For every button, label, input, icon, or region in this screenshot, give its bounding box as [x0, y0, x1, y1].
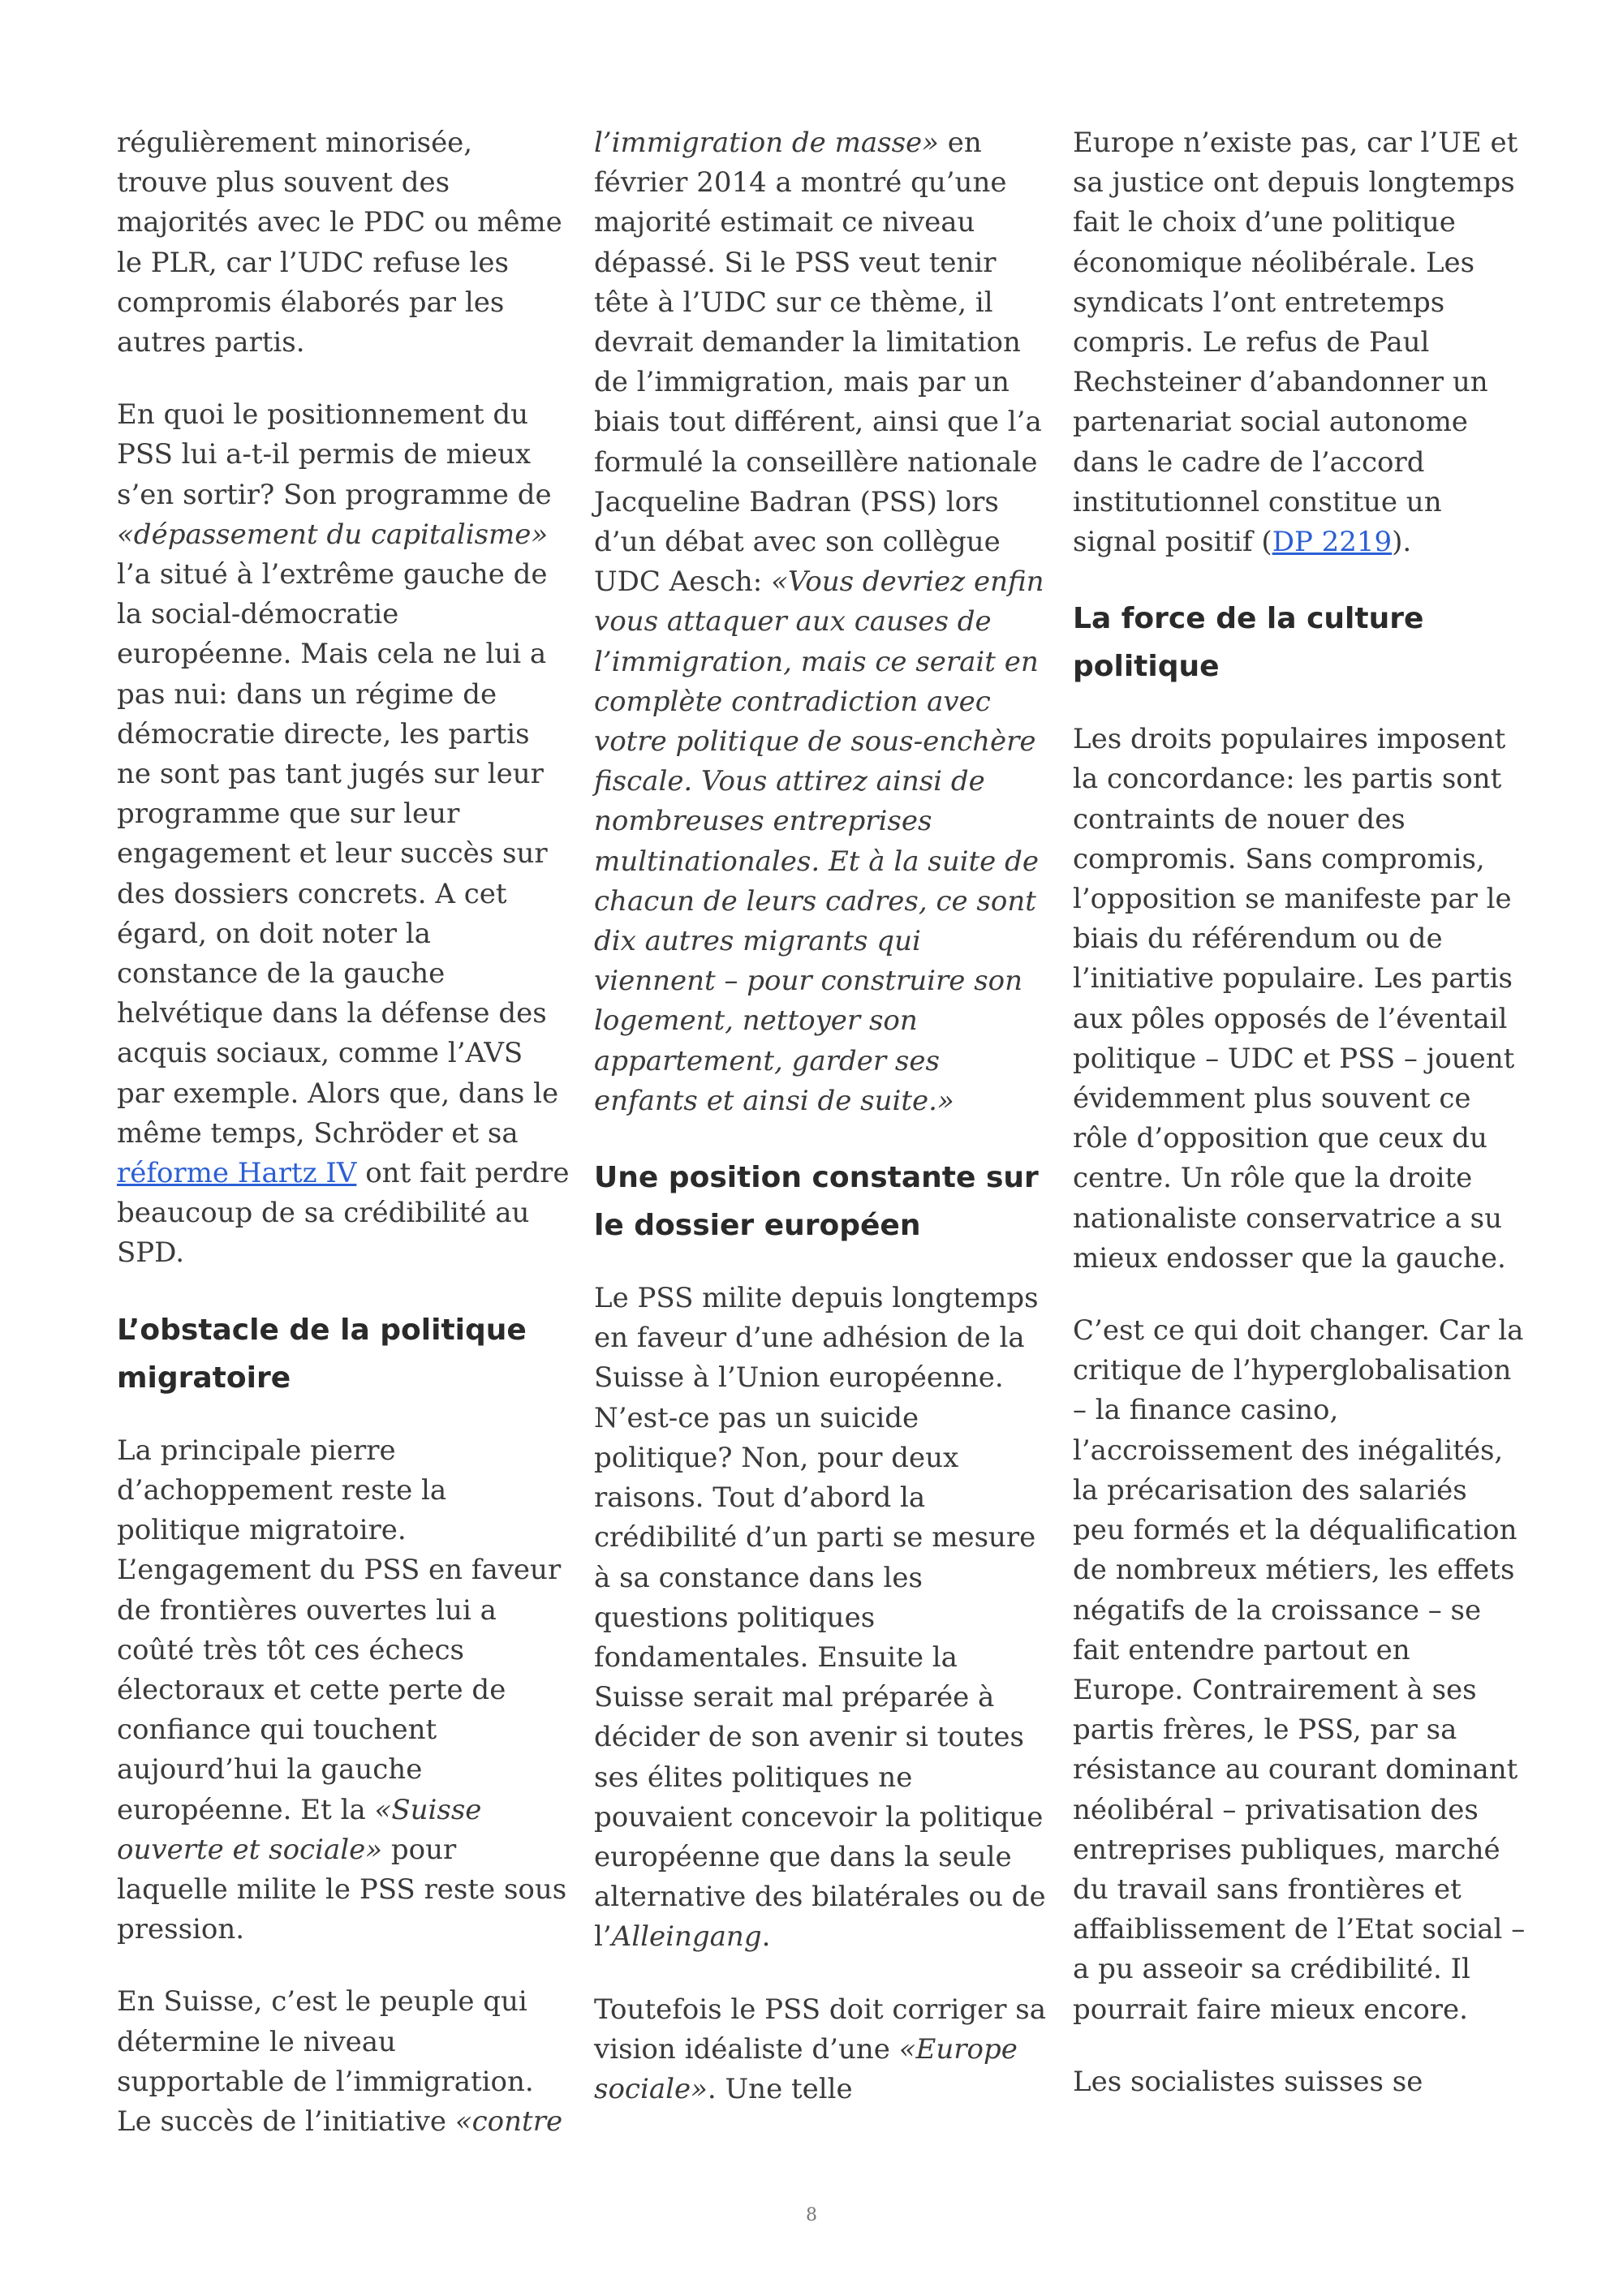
paragraph: La principale pierre d’achoppement reste la politique migratoire. L’engagement du PSS en faveur de frontières ouvertes lui a coûté très tôt ces échecs électoraux et cette perte de confiance qui touchent aujourd’hui la gauche européenne. Et la «Suisse ouverte et sociale» pour laquelle milite le PSS reste sous pression. — [117, 1434, 567, 1946]
paragraph: Les droits populaires imposent la concordance: les partis sont contraints de nouer des compromis. Sans compromis, l’opposition se manifeste par le biais du référendum ou de l’initiative populaire. Les partis aux pôles opposés de l’éventail politique – UDC et PSS – jouent évidemment plus souvent ce rôle d’opposition que ceux du centre. Un rôle que la droite nationaliste conservatrice a su mieux endosser que la gauche. — [1073, 723, 1515, 1275]
section-heading: La force de la culture politique — [1073, 602, 1424, 684]
quote: «Europe sociale» — [594, 2032, 1018, 2105]
paragraph: Le PSS milite depuis longtemps en faveur d’une adhésion de la Suisse à l’Union européenne. N’est-ce pas un suicide politique? Non, pour deux raisons. Tout d’abord la crédibilité d’un parti se mesure à sa constance dans les questions politiques fondamentales. Ensuite la Suisse serait mal préparée à décider de son avenir si toutes ses élites politiques ne pouvaient concevoir la politique européenne que dans la seule alternative des bilatérales ou de l’Alleingang. — [594, 1282, 1046, 1954]
link-dp-2219[interactable]: DP 2219 — [1272, 526, 1393, 559]
quote: «Vous devriez enfin vous attaquer aux causes de l’immigration, mais ce serait en complète contradiction avec votre politique de sous-enchère fiscale. Vous attirez ainsi de nombreuses entreprises multinationales. Et à la suite de chacun de leurs cadres, ce sont dix autres migrants qui viennent – pour construire son logement, nettoyer son appartement, garder ses enfants et ainsi de suite.» — [594, 565, 1044, 1117]
quote: «contre — [454, 2105, 563, 2138]
paragraph: l’immigration de masse» en février 2014 a montré qu’une majorité estimait ce niveau dépassé. Si le PSS veut tenir tête à l’UDC sur ce thème, il devrait demander la limitation de l’immigration, mais par un biais tout différent, ainsi que l’a formulé la conseillère nationale Jacqueline Badran (PSS) lors d’un débat avec son collègue UDC Aesch: «Vous devriez enfin vous attaquer aux causes de l’immigration, mais ce serait en complète contradiction avec votre politique de sous-enchère fiscale. Vous attirez ainsi de nombreuses entreprises multinationales. Et à la suite de chacun de leurs cadres, ce sont dix autres migrants qui viennent – pour construire son logement, nettoyer son appartement, garder ses enfants et ainsi de suite.» — [594, 127, 1044, 1117]
quote: l’immigration de masse» — [594, 127, 939, 159]
paragraph: régulièrement minorisée, trouve plus souvent des majorités avec le PDC ou même le PLR, car l’UDC refuse les compromis élaborés par les autres partis. — [117, 127, 562, 359]
quote: «Suisse ouverte et sociale» — [117, 1793, 482, 1866]
paragraph: Les socialistes suisses se — [1073, 2065, 1423, 2098]
paragraph: C’est ce qui doit changer. Car la critique de l’hyperglobalisation – la finance casino, l’accroissement des inégalités, la précarisation des salariés peu formés et la déqualification de nombreux métiers, les effets négatifs de la croissance – se fait entendre partout en Europe. Contrairement à ses partis frères, le PSS, par sa résistance au courant dominant néolibéral – privatisation des entreprises publiques, marché du travail sans frontières et affaiblissement de l’Etat social – a pu asseoir sa crédibilité. Il pourrait faire mieux encore. — [1073, 1314, 1526, 2026]
paragraph: En Suisse, c’est le peuple qui détermine le niveau supportable de l’immigration. Le succès de l’initiative «contre — [117, 1985, 563, 2138]
paragraph: Toutefois le PSS doit corriger sa vision idéaliste d’une «Europe sociale». Une telle — [594, 1993, 1046, 2105]
section-heading: Une position constante sur le dossier européen — [594, 1161, 1039, 1243]
quote: «dépassement du capitalisme» — [117, 518, 549, 551]
page-number: 8 — [806, 2205, 817, 2225]
paragraph: Europe n’existe pas, car l’UE et sa justice ont depuis longtemps fait le choix d’une politique économique néolibérale. Les syndicats l’ont entretemps compris. Le refus de Paul Rechsteiner d’abandonner un partenariat social autonome dans le cadre de l’accord institutionnel constitue un signal positif (DP 2219). — [1073, 127, 1518, 559]
column-3 — [1073, 123, 1527, 2135]
link-hartz-iv[interactable]: réforme Hartz IV — [117, 1157, 357, 1190]
paragraph: En quoi le positionnement du PSS lui a-t-il permis de mieux s’en sortir? Son programme de «dépassement du capitalisme» l’a situé à l’extrême gauche de la social-démocratie européenne. Mais cela ne lui a pas nui: dans un régime de démocratie directe, les partis ne sont pas tant jugés sur leur programme que sur leur engagement et leur succès sur des dossiers concrets. A cet égard, on doit noter la constance de la gauche helvétique dans la défense des acquis sociaux, comme l’AVS par exemple. Alors que, dans le même temps, Schröder et sa réforme Hartz IV ont fait perdre beaucoup de sa crédibilité au SPD. — [117, 398, 570, 1270]
section-heading: L’obstacle de la politique migratoire — [117, 1313, 527, 1395]
term: Alleingang — [611, 1920, 762, 1954]
column-2 — [594, 123, 1048, 2142]
column-1 — [117, 123, 571, 2174]
